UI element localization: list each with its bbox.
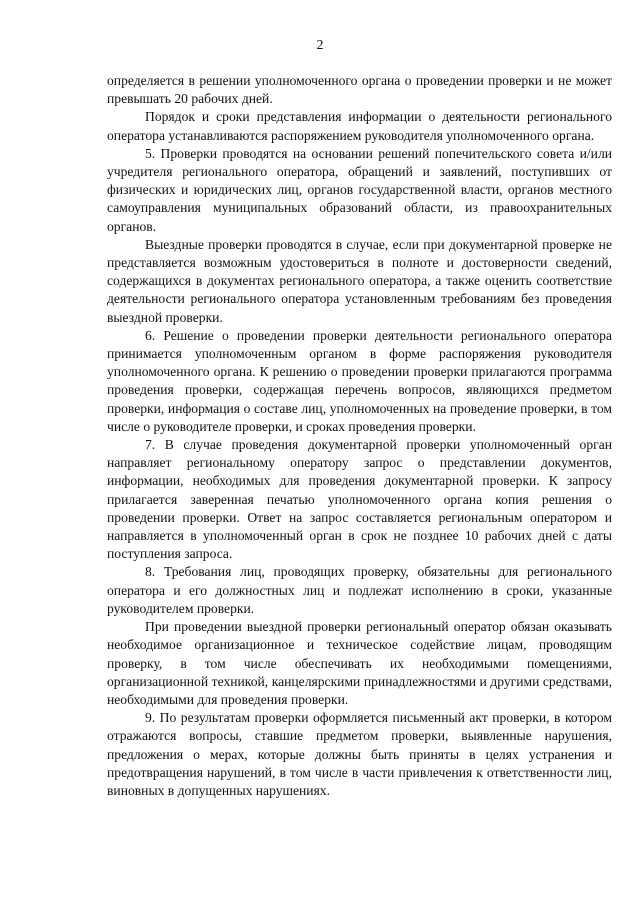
paragraph-item-5: 5. Проверки проводятся на основании решений попечительского совета и/или учредителя регионального оператора, обращений и заявлений, поступивших от физических и юридических лиц, органов государственной власти, органов местного самоуправления муниципальных образований области, из правоохранительных органов. bbox=[107, 145, 612, 234]
paragraph-item-9: 9. По результатам проверки оформляется письменный акт проверки, в котором отражаются вопросы, ставшие предметом проверки, выявленные нарушения, предложения о мерах, которые должны быть приняты в целях устранения и предотвращения нарушений, в том числе в части привлечения к ответственности лиц, виновных в допущенных нарушениях. bbox=[107, 710, 612, 798]
page-number: 2 bbox=[316, 38, 324, 53]
paragraph-item-7: 7. В случае проведения документарной проверки уполномоченный орган направляет региональному оператору запрос о представлении документов, информации, необходимых для проведения документарной проверки. К запросу прилагается заверенная печатью уполномоченного органа копия решения о проведении проверки. Ответ на запрос составляется региональным оператором и направляется в уполномоченный орган в срок не позднее 10 рабочих дней с даты поступления запроса. bbox=[107, 437, 612, 562]
paragraph-onsite-assistance: При проведении выездной проверки региональный оператор обязан оказывать необходимое организационное и техническое содействие лицам, проводящим проверку, в том числе обеспечивать их необходимыми помещениями, организационной техникой, канцелярскими принадлежностями и другими средствами, необходимыми для проведения проверки. bbox=[107, 619, 612, 707]
paragraph-continuation: определяется в решении уполномоченного органа о проведении проверки и не может превышать 20 рабочих дней. bbox=[107, 73, 612, 107]
paragraph-item-6: 6. Решение о проведении проверки деятельности регионального оператора принимается уполномоченным органом в форме распоряжения руководителя уполномоченного органа. К решению о проведении проверки прилагаются программа проведения проверки, содержащая перечень вопросов, являющихся предметом проверки, информация о составе лиц, уполномоченных на проведение проверки, в том числе о руководителе проверки, и сроках проведения проверки. bbox=[107, 327, 612, 434]
paragraph-item-8: 8. Требования лиц, проводящих проверку, обязательны для регионального оператора и его должностных лиц и подлежат исполнению в сроки, указанные руководителем проверки. bbox=[107, 564, 612, 616]
paragraph-onsite-inspections: Выездные проверки проводятся в случае, если при документарной проверке не представляется возможным удостовериться в полноте и достоверности сведений, содержащихся в документах регионального оператора, а также оценить соответствие деятельности регионального оператора установленным требованиям без проведения выездной проверки. bbox=[107, 236, 612, 325]
paragraph-reporting-procedure: Порядок и сроки представления информации о деятельности регионального оператора устанавливаются распоряжением руководителя уполномоченного органа. bbox=[107, 109, 612, 143]
document-body bbox=[107, 72, 612, 800]
